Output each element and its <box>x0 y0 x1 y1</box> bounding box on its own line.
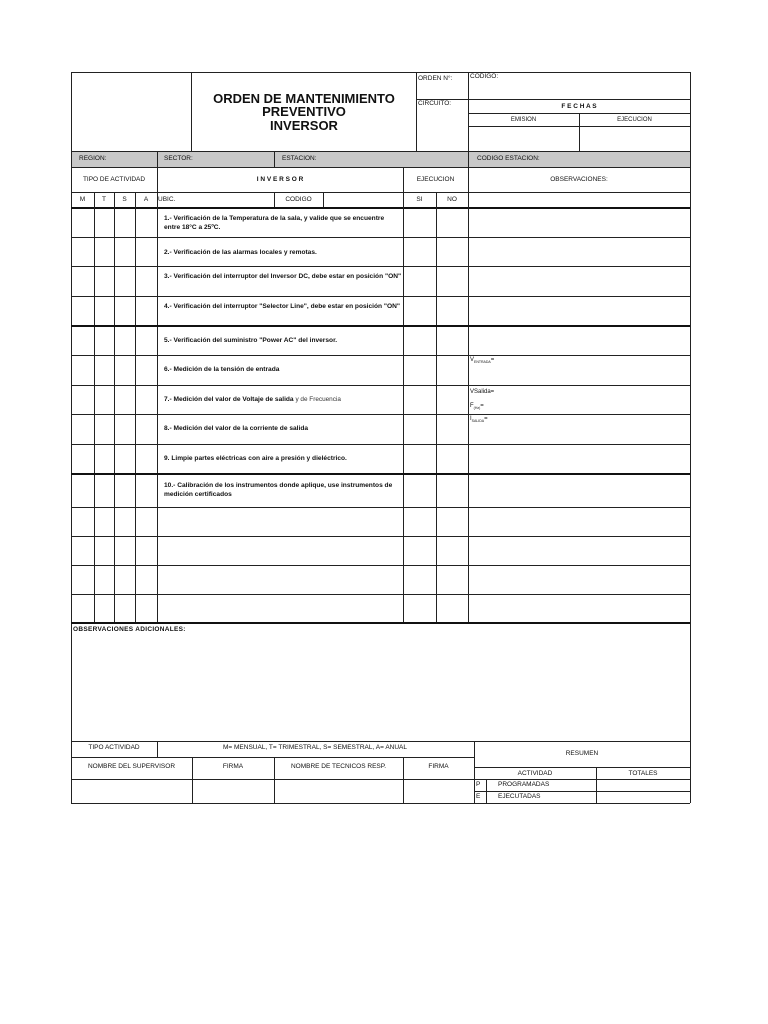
col-s: S <box>122 196 127 203</box>
rule-v <box>274 757 275 803</box>
task-7-suffix: y de Frecuencia <box>295 396 341 403</box>
observaciones-adicionales-label: OBSERVACIONES ADICIONALES: <box>73 626 186 633</box>
footer-programadas: PROGRAMADAS <box>498 781 550 788</box>
rule-h <box>71 355 690 356</box>
task-10: 10.- Calibración de los instrumentos donde aplique, use instrumentos de medición certificados <box>164 482 393 498</box>
task-5: 5.- Verificación del suministro "Power AC" del inversor. <box>164 337 338 344</box>
rule-v <box>468 192 469 622</box>
col-si: SI <box>416 196 423 203</box>
task-8: 8.- Medición del valor de la corriente de salida <box>164 425 309 432</box>
emision-label: EMISION <box>510 117 537 123</box>
rule-h <box>71 473 690 475</box>
estacion-label: ESTACION: <box>282 155 317 162</box>
orden-label: ORDEN N°: <box>418 75 453 82</box>
rule-v <box>468 72 469 151</box>
rule-v <box>191 72 192 151</box>
rule-v <box>436 192 437 622</box>
footer-totales: TOTALES <box>628 770 658 777</box>
observaciones-header: OBSERVACIONES: <box>550 176 608 183</box>
rule-v <box>157 741 158 757</box>
equipment-name: I N V E R S O R <box>256 176 304 183</box>
observaciones-adicionales-area[interactable] <box>72 636 689 741</box>
task-9: 9. Limpie partes eléctricas con aire a presión y dieléctrico. <box>164 455 347 462</box>
rule-h <box>71 741 690 742</box>
form-title-line1: ORDEN DE MANTENIMIENTO <box>213 91 395 106</box>
col-ubic: UBIC. <box>158 196 176 203</box>
rule-h <box>71 507 690 508</box>
rule-h <box>474 767 690 768</box>
rule-h <box>71 414 690 415</box>
rule-h <box>71 622 690 624</box>
footer-nombre-supervisor: NOMBRE DEL SUPERVISOR <box>87 763 176 770</box>
col-t: T <box>102 196 106 203</box>
footer-firma-supervisor: FIRMA <box>222 763 244 770</box>
codigo-label: CODIGO: <box>470 73 499 80</box>
rule-v <box>474 741 475 803</box>
rule-h <box>71 151 690 152</box>
rule-v <box>468 151 469 167</box>
v-entrada-sub: ENTRADA <box>474 360 491 365</box>
footer-actividad: ACTIVIDAD <box>517 770 553 777</box>
rule-h <box>71 72 690 73</box>
form-title-line3: INVERSOR <box>270 118 338 133</box>
col-codigo: CODIGO <box>285 196 312 203</box>
rule-h <box>71 266 690 267</box>
rule-h <box>71 594 690 595</box>
i-sub: SALIDA <box>471 419 485 424</box>
tipo-actividad-header: TIPO DE ACTIVIDAD <box>82 176 146 183</box>
rule-v <box>403 757 404 803</box>
i-main: I <box>470 416 472 422</box>
codigo-estacion-label: CODIGO ESTACION: <box>477 155 540 162</box>
rule-h <box>71 444 690 445</box>
rule-v <box>94 192 95 622</box>
v-entrada-field[interactable] <box>470 356 494 366</box>
f-eq: = <box>480 403 484 409</box>
frecuencia-field[interactable] <box>470 402 484 412</box>
footer-resumen: RESUMEN <box>565 750 599 757</box>
i-eq: = <box>484 416 488 422</box>
rule-h <box>474 779 690 780</box>
footer-nombre-tecnicos: NOMBRE DE TECNICOS RESP. <box>290 763 387 770</box>
rule-h <box>416 99 690 100</box>
fechas-label: F E C H A S <box>561 103 597 110</box>
i-salida-field[interactable] <box>470 415 488 425</box>
task-7: 7.- Medición del valor de Voltaje de salida <box>164 396 294 403</box>
rule-h <box>71 325 690 327</box>
v-salida-field[interactable]: VSalida= <box>470 389 495 395</box>
rule-h <box>71 803 690 804</box>
rule-v <box>135 192 136 622</box>
sector-label: SECTOR: <box>164 155 193 162</box>
rule-h <box>71 192 690 193</box>
rule-h <box>71 207 690 209</box>
rule-v <box>486 779 487 803</box>
task-1: 1.- Verificación de la Temperatura de la sala, y valide que se encuentre entre 18°C a 25ºC. <box>164 215 385 231</box>
f-main: F <box>470 403 474 409</box>
rule-h <box>71 296 690 297</box>
rule-h <box>474 791 690 792</box>
col-m: M <box>79 196 86 203</box>
region-label: REGION: <box>79 155 107 162</box>
rule-v <box>71 72 72 803</box>
rule-v <box>274 151 275 167</box>
rule-v <box>416 72 417 151</box>
rule-v <box>157 151 158 167</box>
rule-v <box>690 72 691 803</box>
rule-h <box>71 167 690 168</box>
rule-v <box>403 192 404 622</box>
v-entrada-eq: = <box>490 357 495 363</box>
rule-v <box>323 192 324 207</box>
form-title-line2: PREVENTIVO <box>262 104 346 119</box>
rule-h <box>71 385 690 386</box>
rule-v <box>403 167 404 192</box>
footer-tipo-actividad: TIPO ACTIVIDAD <box>88 744 140 751</box>
rule-v <box>192 757 193 803</box>
task-7-row <box>164 395 402 404</box>
rule-v <box>274 192 275 207</box>
task-3: 3.- Verificación del interruptor del Inversor DC, debe estar en posición "ON" <box>164 273 402 280</box>
rule-h <box>71 536 690 537</box>
rule-v <box>157 192 158 622</box>
rule-v <box>114 192 115 622</box>
rule-v <box>579 113 580 151</box>
rule-h <box>71 779 474 780</box>
task-4: 4.- Verificación del interruptor "Selector Line", debe estar en posición "ON" <box>164 303 401 310</box>
ejecucion-header: EJECUCION <box>416 176 455 183</box>
footer-frecuencias: M= MENSUAL, T= TRIMESTRAL, S= SEMESTRAL, A= ANUAL <box>223 744 407 751</box>
rule-v <box>157 167 158 192</box>
circuito-label: CIRCUITO: <box>418 100 452 107</box>
task-6: 6.- Medición de la tensión de entrada <box>164 366 280 373</box>
footer-e-code: E <box>476 793 481 800</box>
footer-p-code: P <box>476 781 481 788</box>
footer-ejecutadas: EJECUTADAS <box>498 793 541 800</box>
col-a: A <box>143 196 149 203</box>
col-no: NO <box>447 196 457 203</box>
f-sub: (Hz) <box>473 406 481 411</box>
rule-h <box>71 237 690 238</box>
ejecucion-date-label: EJECUCION <box>617 117 652 123</box>
rule-h <box>71 565 690 566</box>
rule-h <box>71 757 474 758</box>
v-entrada-v: V <box>470 357 475 363</box>
footer-firma-tecnicos: FIRMA <box>428 763 449 770</box>
rule-v <box>596 767 597 803</box>
task-2: 2.- Verificación de las alarmas locales y remotas. <box>164 249 317 256</box>
